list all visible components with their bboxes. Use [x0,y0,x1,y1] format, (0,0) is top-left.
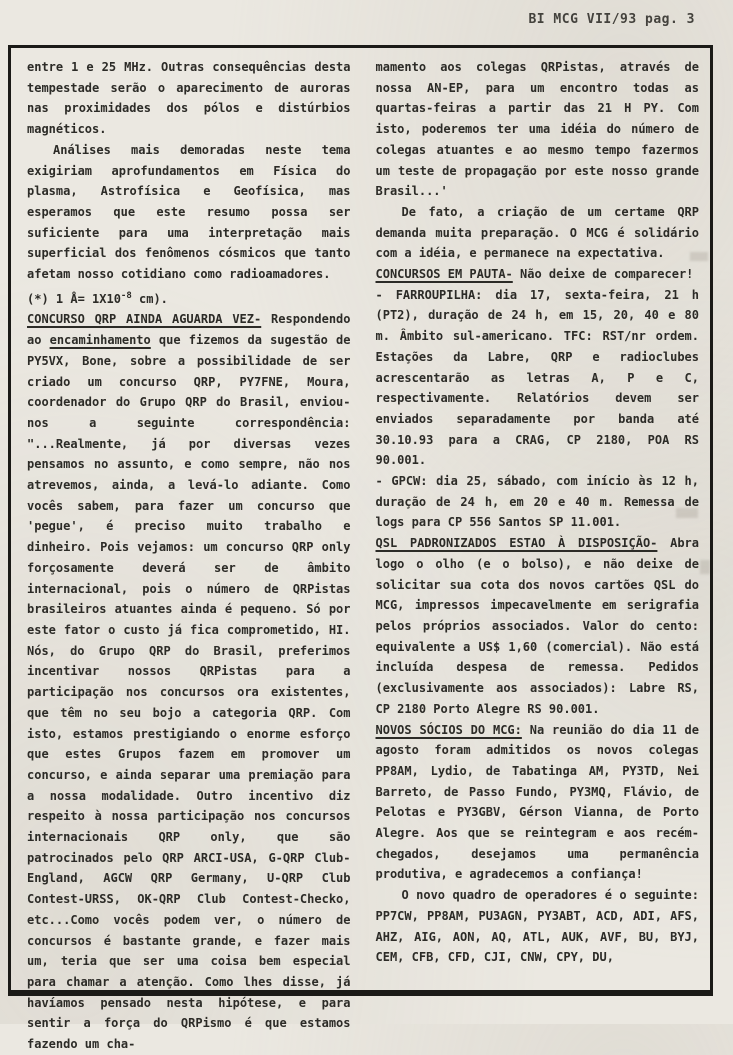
column-right [376,57,700,984]
qsl-body-text: Abra logo o olho (e o bolso), e não deixe de solicitar sua cota dos novos cartões QSL do MCG, impressos impecavelmente em serigrafia pelos próprios associados. Valor do cento: equivalente a US$ 1,60 (comercial). Não está incluída despesa de remessa. Pedidos (exclusivamente aos associados): Labre RS, CP 2180 Porto Alegre RS 90.001. [375,536,700,716]
paragraph-analises: Análises mais demoradas neste tema exigiriam aprofundamentos em Física do plasma, Astrofísica e Geofísica, mas esperamos que este resumo possa ser suficiente para uma interpretação mais superficial dos fenômenos cósmicos que tanto afetam nosso cotidiano como radioamadores. [27,142,351,282]
novos-socios-body-text: Na reunião do dia 11 de agosto foram admitidos os novos colegas PP8AM, Lydio, de Tabatinga AM, PY3TD, Nei Barreto, de Passo Fundo, PY3MQ, Flávio, de Pelotas e PY3GBV, Gérson Vianna, de Porto Alegre. Aos que se reintegram e aos recém-chegados, desejamos uma permanência produtiva, e agradecemos a confiança! [375,722,700,882]
concurso-underlined-word: encaminhamento [49,333,151,348]
page-header-label: BI MCG VII/93 pag. 3 [528,12,695,27]
section-qsl-padronizados [376,533,700,719]
paragraph-intro-continuation: entre 1 e 25 MHz. Outras consequências desta tempestade serão o aparecimento de auroras nas proximidades dos pólos e distúrbios magnéticos. [27,60,351,137]
paragraph-de-fato: De fato, a criação de um certame QRP demanda muita preparação. O MCG é solidário com a idéia, e permanece na expectativa. [375,204,699,261]
paragraph-chamamento-continuation: mamento aos colegas QRPistas, através de nossa AN-EP, para um encontro todas as quartas-feiras a partir das 21 H PY. Com isto, poderemos ter uma idéia do número de colegas atuantes e ao mesmo tempo fazermos um teste de propagação por este nosso grande Brasil...' [375,60,699,199]
contest-item-farroupilha: - FARROUPILHA: dia 17, sexta-feira, 21 h (PT2), duração de 24 h, em 15, 20, 40 e 80 m. Âmbito sul-americano. TFC: RST/nr ordem. Estações da Labre, QRP e radioclubes acrescentarão as letras A, P e C, respectivamente. Relatórios devem ser enviados separadamente por banda até 30.10.93 para a CRAG, CP 2180, POA RS 90.001. [375,287,699,468]
section-concursos-em-pauta [376,264,700,285]
footnote-exponent: -8 [120,290,132,301]
section-heading-concurso-qrp: CONCURSO QRP AINDA AGUARDA VEZ- [27,312,262,327]
paragraph-quadro-operadores: O novo quadro de operadores é o seguinte: PP7CW, PP8AM, PU3AGN, PY3ABT, ACD, ADI, AFS, AHZ, AIG, AON, AQ, ATL, AUK, AVF, BU, BYJ, CEM, CFB, CFD, CJI, CNW, CPY, DU, [375,888,699,965]
concursos-pauta-lead-text: Não deixe de comparecer! [512,267,694,282]
concurso-body-text: que fizemos da sugestão de PY5VX, Bone, sobre a possibilidade de ser criado um concurso QRP, PY7FNE, Moura, coordenador do Grupo QRP do Brasil, enviou-nos a seguinte correspondência: "...Realmente, já por diversas vezes pensamos no assunto, e como sempre, não nos atrevemos, ainda, a levá-lo adiante. Como vocês sabem, para fazer um concurso que 'pegue', é preciso muito trabalho e dinheiro. Pois vejamos: um concurso QRP only forçosamente deverá ser de âmbito internacional, pois o número de QRPistas brasileiros atuantes ainda é pequeno. Só por este fator o custo já fica comprometido, HI. Nós, do Grupo QRP do Brasil, preferimos incentivar nossos QRPistas para a participação nos concursos ora existentes, que têm no seu bojo a categoria QRP. Com isto, estamos prestigiando o enorme esforço que estes Grupos fazem em promover um concurso, e ainda separar uma premiação para a nossa modalidade. Outro incentivo diz respeito à nossa participação nos concursos internacionais QRP only, que são patrocinados pelo QRP ARCI-USA, G-QRP Club-England, AGCW QRP Germany, U-QRP Club Contest-URSS, OK-QRP Club Contest-Checko, etc...Como vocês podem ver, o número de concursos é bastante grande, e fazer mais um, teria que ser uma coisa bem especial para chamar a atenção. Como lhes disse, já havíamos pensado nesta hipótese, e para sentir a força do QRPismo é que estamos fazendo um cha- [27,333,351,1052]
column-left [27,57,351,1052]
section-novos-socios [376,720,700,886]
footnote-prefix: (*) 1 Å= 1X10 [27,291,121,306]
footnote-suffix: cm). [131,291,168,306]
section-heading-qsl-padronizados: QSL PADRONIZADOS ESTAO À DISPOSIÇÃO- [375,536,658,551]
content-frame [8,45,713,1052]
contest-item-gpcw: - GPCW: dia 25, sábado, com início às 12 h, duração de 24 h, em 20 e 40 m. Remessa de logs para CP 556 Santos SP 11.001. [375,474,699,530]
section-heading-novos-socios: NOVOS SÓCIOS DO MCG: [375,722,522,737]
section-heading-concursos-em-pauta: CONCURSOS EM PAUTA- [375,267,513,282]
section-concurso-qrp [27,309,351,1054]
footnote-angstrom [27,286,351,310]
concurso-lead-text: Respondendo ao [27,312,351,348]
